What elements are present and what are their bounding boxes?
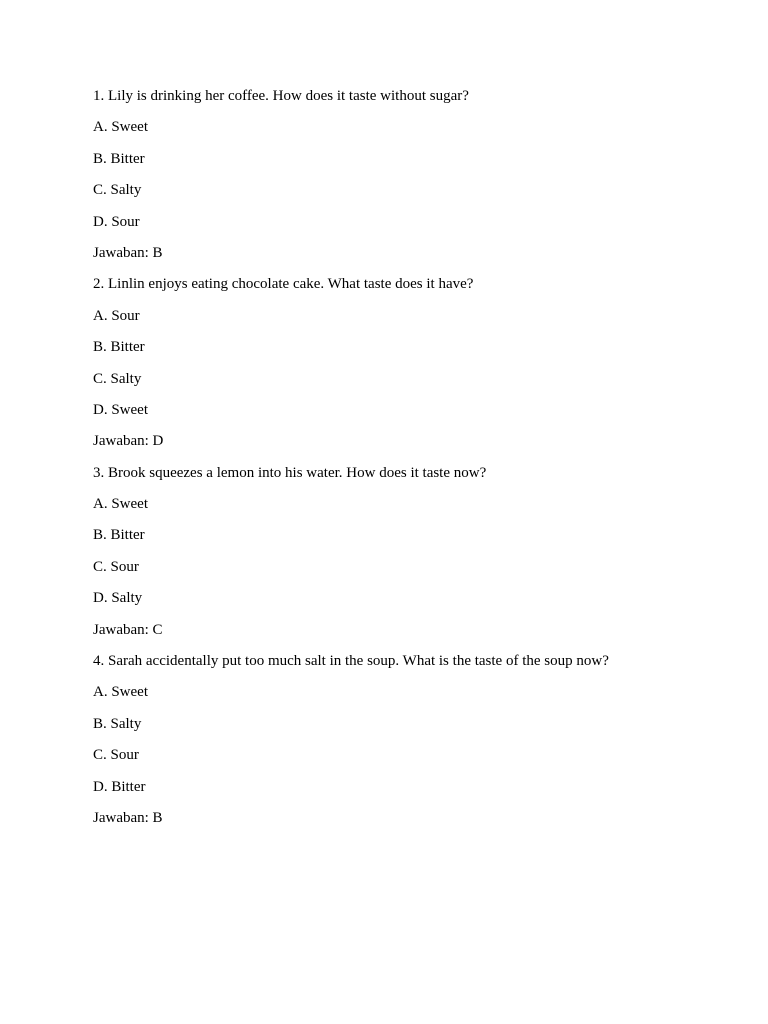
option-b: B. Bitter (93, 339, 145, 356)
question-block-1 (93, 87, 713, 262)
option-d: D. Sour (93, 213, 140, 230)
document-page (93, 87, 713, 840)
answer-text: Jawaban: B (93, 244, 163, 261)
option-d: D. Salty (93, 590, 143, 607)
question-text: 4. Sarah accidentally put too much salt in the soup. What is the taste of the soup now? (93, 653, 609, 670)
question-text: 3. Brook squeezes a lemon into his water. How does it taste now? (93, 464, 487, 481)
option-d: D. Sweet (93, 401, 148, 418)
answer-text: Jawaban: C (93, 621, 163, 638)
option-c: C. Sour (93, 747, 139, 764)
option-b: B. Salty (93, 715, 142, 732)
question-text: 2. Linlin enjoys eating chocolate cake. What taste does it have? (93, 276, 474, 293)
question-text: 1. Lily is drinking her coffee. How does it taste without sugar? (93, 88, 469, 104)
answer-text: Jawaban: B (93, 809, 163, 826)
option-c: C. Sour (93, 558, 139, 575)
option-a: A. Sour (93, 307, 140, 324)
question-block-4 (93, 652, 713, 827)
option-b: B. Bitter (93, 527, 145, 544)
option-b: B. Bitter (93, 150, 145, 167)
option-a: A. Sweet (93, 496, 148, 513)
question-block-2 (93, 275, 713, 450)
question-block-3 (93, 464, 713, 639)
answer-text: Jawaban: D (93, 433, 164, 450)
option-d: D. Bitter (93, 778, 146, 795)
option-a: A. Sweet (93, 119, 148, 136)
option-c: C. Salty (93, 370, 142, 387)
option-a: A. Sweet (93, 684, 148, 701)
option-c: C. Salty (93, 182, 142, 199)
